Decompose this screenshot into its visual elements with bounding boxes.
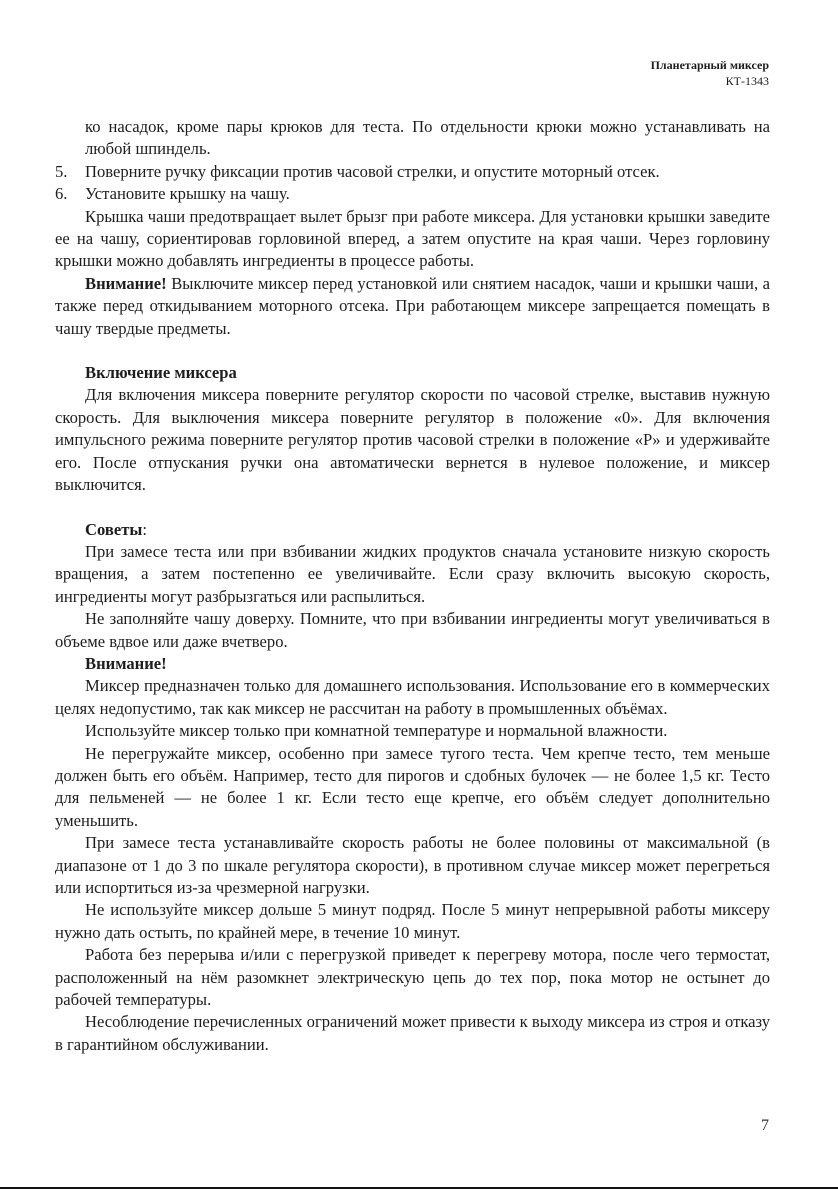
list-item-6 (55, 183, 770, 205)
list-number: 6. (55, 184, 68, 204)
page-number: 7 (761, 1117, 769, 1134)
paragraph-warning-3: Не перегружайте миксер, особенно при замесе тугого теста. Чем крепче тесто, тем меньше должен быть его объём. Например, тесто для пирогов и сдобных булочек — не более 1,5 кг. Тесто для пельменей — не более 1 кг. Если тесто еще крепче, его объём следует дополнительно уменьшить. (55, 743, 770, 830)
paragraph-warning-7: Несоблюдение перечисленных ограничений может привести к выходу миксера из строя и отказу в гарантийном обслуживании. (55, 1012, 770, 1054)
list-item-text: Установите крышку на чашу. (85, 184, 290, 204)
list-item-5 (55, 161, 770, 183)
heading-switch-on: Включение миксера (85, 363, 237, 383)
paragraph-tips-1: При замесе теста или при взбивании жидких продуктов сначала установите низкую скорость вращения, а затем постепенно ее увеличивайте. Если сразу включить высокую скорость, ингредиенты могут разбрызгаться или распылиться. (55, 541, 770, 606)
heading-tips-colon: : (142, 519, 147, 539)
page-header (651, 57, 769, 89)
paragraph-warning-1: Миксер предназначен только для домашнего использования. Использование его в коммерческих целях недопустимо, так как миксер не рассчитан на работу в промышленных объёмах. (55, 676, 770, 718)
heading-warning: Внимание! (85, 653, 167, 673)
list-item-text: Поверните ручку фиксации против часовой стрелки, и опустите моторный отсек. (85, 161, 660, 181)
warning-text: Выключите миксер перед установкой или снятием насадок, чаши и крышки чаши, а также перед откидыванием моторного отсека. При работающем миксере запрещается помещать в чашу твердые предметы. (55, 273, 770, 338)
paragraph-warning (55, 273, 770, 340)
header-title: Планетарный миксер (650, 58, 769, 72)
paragraph-continuation: ко насадок, кроме пары крюков для теста. По отдельности крюки можно устанавливать на любой шпиндель. (85, 117, 770, 159)
paragraph-switch-on: Для включения миксера поверните регулятор скорости по часовой стрелке, выставив нужную скорость. Для выключения миксера поверните регулятор в положение «0». Для включения импульсного режима поверните регулятор против часовой стрелки в положение «P» и удерживайте его. После отпускания ручки она автоматически вернется в нулевое положение, и миксер выключится. (55, 385, 770, 495)
bottom-rule (0, 1187, 838, 1189)
paragraph-warning-6: Работа без перерыва и/или с перегрузкой приведет к перегреву мотора, после чего термостат, расположенный на нём разомкнет электрическую цепь до тех пор, пока мотор не остынет до рабочей температуры. (55, 945, 770, 1010)
page-content (55, 116, 770, 1056)
header-model: КТ-1343 (725, 74, 769, 88)
list-number: 5. (55, 161, 68, 181)
warning-label: Внимание! (85, 273, 167, 293)
heading-tips (55, 519, 770, 541)
paragraph-warning-2: Используйте миксер только при комнатной температуре и нормальной влажности. (85, 721, 668, 741)
paragraph-warning-5: Не используйте миксер дольше 5 минут подряд. После 5 минут непрерывной работы миксеру нужно дать остыть, по крайней мере, в течение 10 минут. (55, 900, 770, 942)
paragraph-lid: Крышка чаши предотвращает вылет брызг при работе миксера. Для установки крышки заведите ее на чашу, сориентировав горловиной вперед, а затем опустите на края чаши. Через горловину крышки можно добавлять ингредиенты в процессе работы. (55, 206, 770, 271)
heading-tips-text: Советы (85, 519, 143, 539)
paragraph-tips-2: Не заполняйте чашу доверху. Помните, что при взбивании ингредиенты могут увеличиваться в объеме вдвое или даже вчетверо. (55, 609, 770, 651)
paragraph-warning-4: При замесе теста устанавливайте скорость работы не более половины от максимальной (в диапазоне от 1 до 3 по шкале регулятора скорости), в противном случае миксер может перегреться или испортиться из-за чрезмерной нагрузки. (55, 833, 770, 897)
